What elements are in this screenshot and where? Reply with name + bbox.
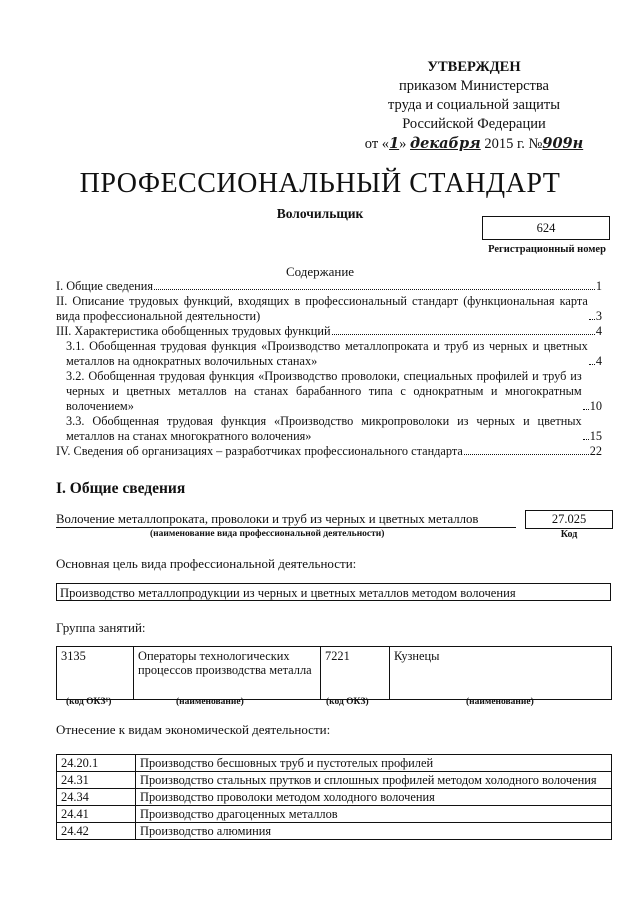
toc-item-text: II. Описание трудовых функций, входящих в профессиональный стандарт (функциональная карта вида профессиональной деятельности) (56, 294, 588, 323)
activity-code-box: 27.025 (525, 510, 613, 529)
toc-item[interactable] (56, 324, 602, 339)
toc-leader (589, 364, 595, 365)
activity-code: 24.34 (57, 789, 136, 806)
approval-line-1: приказом Министерства (399, 78, 549, 94)
order-number: 909н (542, 135, 584, 152)
group-caption: (код ОКЗ) (326, 697, 369, 707)
toc-leader (332, 334, 595, 335)
toc-item-page: 15 (589, 429, 602, 443)
toc-item-page: 3 (595, 309, 602, 323)
economic-activities-table (56, 754, 612, 840)
toc-leader (154, 289, 595, 290)
activity-code: 24.31 (57, 772, 136, 789)
toc-item-page: 1 (595, 279, 602, 293)
section-heading: I. Общие сведения (56, 480, 186, 497)
toc-item-page: 4 (595, 354, 602, 368)
activity-name: Производство драгоценных металлов (136, 806, 612, 823)
group-caption: (наименование) (466, 697, 534, 707)
table-row (57, 789, 612, 806)
activity-code: 24.20.1 (57, 755, 136, 772)
group-code: 3135 (57, 647, 134, 700)
activity-kind-name: Волочение металлопроката, проволоки и труб из черных и цветных металлов (56, 512, 516, 528)
order-mid: » (399, 136, 407, 152)
table-row (57, 823, 612, 840)
toc-item-text: I. Общие сведения (56, 279, 153, 293)
order-month: декабря (410, 135, 481, 152)
toc-item-text: 3.1. Обобщенная трудовая функция «Производство металлопроката и труб из черных и цветных металлов на однократных волочильных станах» (66, 339, 588, 368)
group-caption: (наименование) (176, 697, 244, 707)
toc-leader (464, 454, 589, 455)
toc-item-text: 3.3. Обобщенная трудовая функция «Производство микропроволоки из черных и цветных металлов на станах многократного волочения» (66, 414, 582, 443)
activity-name: Производство алюминия (136, 823, 612, 840)
table-row (57, 647, 612, 700)
order-line (354, 134, 594, 154)
activity-name: Производство бесшовных труб и пустотелых профилей (136, 755, 612, 772)
approval-title: УТВЕРЖДЕН (427, 59, 521, 75)
toc-item-page: 22 (589, 444, 602, 458)
table-row (57, 755, 612, 772)
group-name: Кузнецы (390, 647, 612, 700)
group-name: Операторы технологических процессов производства металла (134, 647, 321, 700)
activity-code-caption: Код (560, 529, 578, 540)
toc-item-page: 4 (595, 324, 602, 338)
toc-title: Содержание (285, 264, 355, 279)
toc-item-page: 10 (589, 399, 602, 413)
document-subtitle: Волочильщик (276, 206, 364, 221)
table-row (57, 772, 612, 789)
purpose-box: Производство металлопродукции из черных и цветных металлов методом волочения (56, 583, 611, 601)
group-caption: (код ОКЗ¹) (66, 697, 112, 707)
toc-leader (589, 319, 595, 320)
groups-label: Группа занятий: (56, 620, 146, 635)
approval-line-2: труда и социальной защиты (388, 97, 560, 113)
toc-item[interactable] (56, 294, 602, 324)
toc-item[interactable] (56, 279, 602, 294)
toc-item[interactable] (56, 444, 602, 459)
registration-number-caption: Регистрационный номер (488, 244, 606, 255)
occupation-groups-table (56, 646, 612, 700)
activity-code: 24.42 (57, 823, 136, 840)
order-day: 1 (389, 135, 400, 152)
document-title: ПРОФЕССИОНАЛЬНЫЙ СТАНДАРТ (79, 168, 561, 199)
registration-number-box: 624 (482, 216, 610, 240)
activities-label: Отнесение к видам экономической деятельности: (56, 722, 331, 737)
toc-leader (583, 409, 589, 410)
toc-item-text: 3.2. Обобщенная трудовая функция «Производство проволоки, специальных профилей и труб из черных и цветных металлов на станах барабанного типа с однократным и многократным волочением» (66, 369, 582, 413)
toc-item[interactable] (56, 339, 602, 369)
order-prefix: от « (364, 136, 390, 152)
activity-code: 24.41 (57, 806, 136, 823)
purpose-label: Основная цель вида профессиональной деятельности: (56, 556, 357, 571)
activity-name: Производство стальных прутков и сплошных профилей методом холодного волочения (136, 772, 612, 789)
group-code: 7221 (321, 647, 390, 700)
toc-item-text: IV. Сведения об организациях – разработчиках профессионального стандарта (56, 444, 463, 458)
table-of-contents (56, 279, 602, 459)
approval-line-3: Российской Федерации (402, 116, 546, 132)
activity-kind-caption: (наименование вида профессиональной деятельности) (150, 529, 385, 539)
toc-item[interactable] (56, 414, 602, 444)
toc-item[interactable] (56, 369, 602, 414)
table-row (57, 806, 612, 823)
activity-name: Производство проволоки методом холодного волочения (136, 789, 612, 806)
toc-item-text: III. Характеристика обобщенных трудовых функций (56, 324, 331, 338)
order-year: 2015 г. № (484, 136, 543, 152)
approval-block (354, 58, 594, 154)
toc-leader (583, 439, 589, 440)
